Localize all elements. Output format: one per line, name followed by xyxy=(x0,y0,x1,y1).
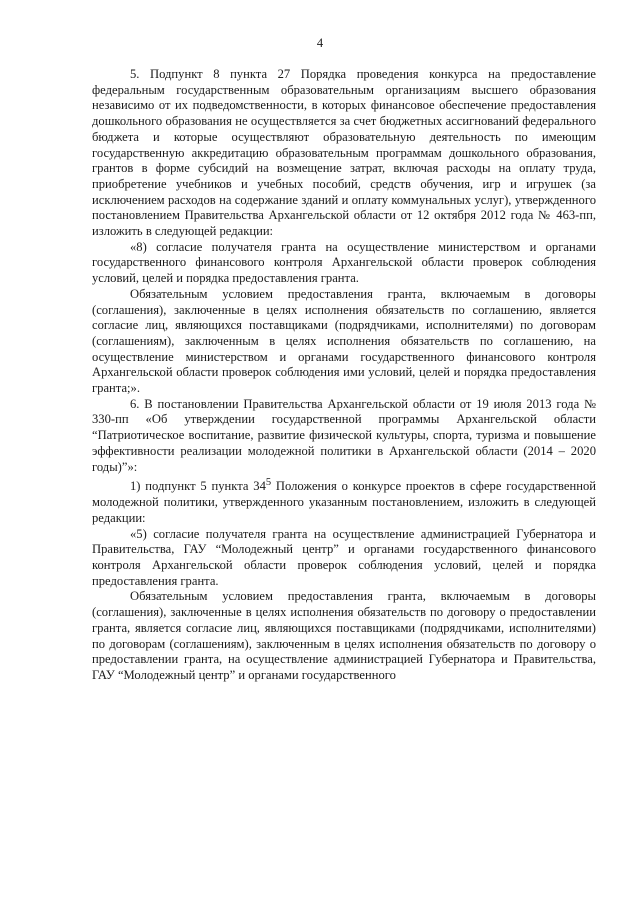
document-body xyxy=(92,67,596,684)
page-number: 4 xyxy=(316,36,324,50)
paragraph-quote-8: «8) согласие получателя гранта на осуществление министерством и органами государственного финансового контроля Архангельской области проверок соблюдения условий, целей и порядка предоставления гранта. xyxy=(92,239,596,286)
subitem-1-superscript: 5 xyxy=(265,477,272,489)
paragraph-mandatory-condition-2: Обязательным условием предоставления гранта, включаемым в договоры (соглашения), заключенные в целях исполнения обязательств по договору о предоставлении гранта, является согласие лиц, являющихся поставщиками (подрядчиками, исполнителями) по договорам (соглашениям), заключенным в целях исполнения обязательств по договору о предоставлении гранта, на осуществление администрацией Губернатора и Правительства, ГАУ “Молодежный центр” и органами государственного xyxy=(92,589,596,682)
subitem-1-text-end: Положения о конкурсе проектов в сфере государственной молодежной политики, утвержденного указанным постановлением, изложить в следующей редакции: xyxy=(92,479,596,525)
paragraph-quote-5: «5) согласие получателя гранта на осуществление администрацией Губернатора и Правительства, ГАУ “Молодежный центр” и органами государственного финансового контроля Архангельской области проверок соблюдения условий, целей и порядка предоставления гранта. xyxy=(92,526,596,588)
paragraph-item-6: 6. В постановлении Правительства Архангельской области от 19 июля 2013 года № 330-пп «Об утверждении государственной программы Архангельской области “Патриотическое воспитание, развитие физической культуры, спорта, туризма и повышение эффективности реализации молодежной политики в Архангельской области (2014 – 2020 годы)”»: xyxy=(92,396,596,474)
paragraph-subitem-1 xyxy=(92,475,596,526)
subitem-1-text-start: 1) подпункт 5 пункта 34 xyxy=(130,479,266,494)
paragraph-mandatory-condition: Обязательным условием предоставления гранта, включаемым в договоры (соглашения), заключенные в целях исполнения обязательств по соглашению, является согласие лиц, являющихся поставщиками (подрядчиками, исполнителями) по договорам (соглашениям), заключенным в целях исполнения обязательств по соглашению, на осуществление министерством и органами государственного финансового контроля Архангельской области проверок соблюдения ими условий, целей и порядка предоставления гранта;». xyxy=(92,286,596,396)
paragraph-item-5: 5. Подпункт 8 пункта 27 Порядка проведения конкурса на предоставление федеральным государственным образовательным организациям высшего образования независимо от их подведомственности, в которых финансовое обеспечение предоставления дошкольного образования не осуществляется за счет бюджетных ассигнований федерального бюджета и которые осуществляют образовательную деятельность по имеющим государственную аккредитацию образовательным программам дошкольного образования, грантов в форме субсидий на возмещение затрат, включая расходы на оплату труда, приобретение учебников и учебных пособий, средств обучения, игр и игрушек (за исключением расходов на содержание зданий и оплату коммунальных услуг), утвержденного постановлением Правительства Архангельской области от 12 октября 2012 года № 463-пп, изложить в следующей редакции: xyxy=(92,67,596,239)
